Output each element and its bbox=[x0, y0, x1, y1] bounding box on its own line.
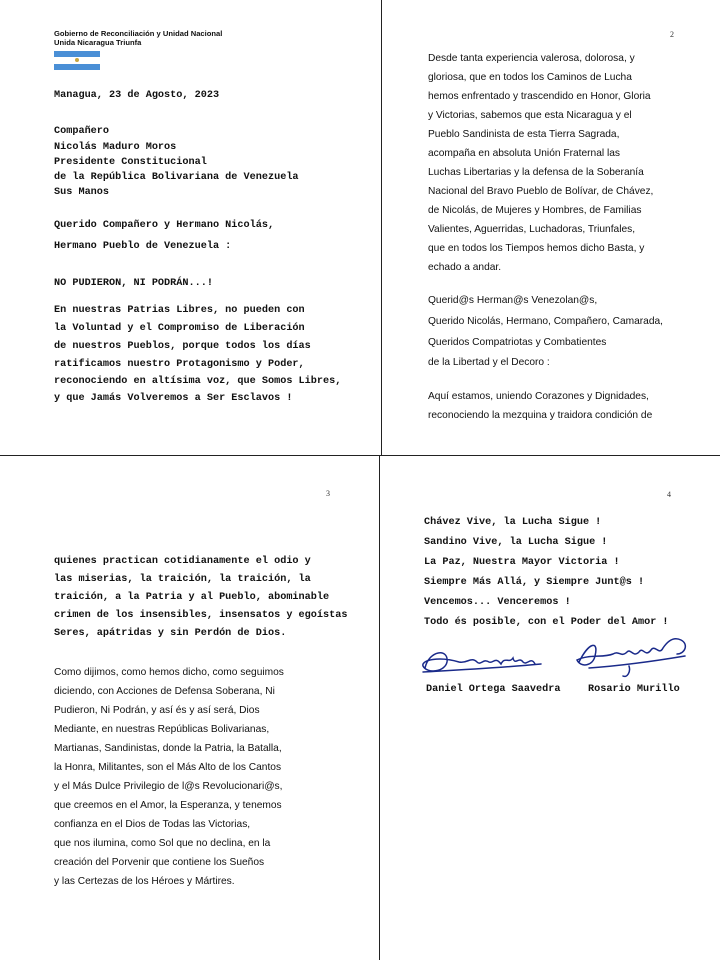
body-line: quienes practican cotidianamente el odio y bbox=[54, 556, 311, 567]
page-number: 3 bbox=[326, 489, 330, 498]
letter-date: Managua, 23 de Agosto, 2023 bbox=[54, 90, 220, 101]
closing-line: La Paz, Nuestra Mayor Victoria ! bbox=[424, 557, 620, 568]
nicaragua-flag-icon bbox=[54, 51, 100, 70]
signatory-name: Rosario Murillo bbox=[588, 684, 680, 695]
signatory-name: Daniel Ortega Saavedra bbox=[426, 684, 561, 695]
headline: NO PUDIERON, NI PODRÁN...! bbox=[54, 278, 213, 289]
header-line-1: Gobierno de Reconciliación y Unidad Nacional bbox=[54, 29, 223, 38]
body-line: confianza en el Dios de Todas las Victorias, bbox=[54, 819, 251, 830]
recipient-line: Sus Manos bbox=[54, 187, 110, 198]
government-header bbox=[54, 29, 222, 47]
body-line: Queridos Compatriotas y Combatientes bbox=[428, 337, 607, 348]
recipient-line: Nicolás Maduro Moros bbox=[54, 142, 177, 153]
signature-rosario-murillo-icon bbox=[569, 632, 699, 682]
closing-line: Todo és posible, con el Poder del Amor ! bbox=[424, 617, 669, 628]
body-line: la Honra, Militantes, son el Más Alto de los Cantos bbox=[54, 762, 282, 773]
body-line: de Nicolás, de Mujeres y Hombres, de Familias bbox=[428, 205, 642, 216]
body-line: las miserias, la traición, la traición, la bbox=[54, 574, 311, 585]
letter-page-1 bbox=[0, 0, 381, 456]
body-line: acompaña en absoluta Unión Fraternal las bbox=[428, 148, 620, 159]
body-line: y Victorias, sabemos que esta Nicaragua y el bbox=[428, 110, 632, 121]
body-line: Querido Nicolás, Hermano, Compañero, Camarada, bbox=[428, 316, 663, 327]
body-line: Aquí estamos, uniendo Corazones y Dignidades, bbox=[428, 391, 649, 402]
body-line: de nuestros Pueblos, porque todos los días bbox=[54, 341, 311, 352]
body-line: Como dijimos, como hemos dicho, como seguimos bbox=[54, 667, 284, 678]
body-line: la Voluntad y el Compromiso de Liberación bbox=[54, 323, 305, 334]
salutation-line: Querido Compañero y Hermano Nicolás, bbox=[54, 220, 275, 231]
body-line: creación del Porvenir que contiene los Sueños bbox=[54, 857, 265, 868]
letter-page-3 bbox=[0, 456, 379, 960]
body-line: de la Libertad y el Decoro : bbox=[428, 357, 550, 368]
body-line: echado a andar. bbox=[428, 262, 502, 273]
body-line: Martianas, Sandinistas, donde la Patria, la Batalla, bbox=[54, 743, 282, 754]
letter-page-4 bbox=[381, 456, 720, 960]
body-line: que en todos los Tiempos hemos dicho Basta, y bbox=[428, 243, 645, 254]
body-line: Pueblo Sandinista de esta Tierra Sagrada, bbox=[428, 129, 620, 140]
body-line: hemos enfrentado y trascendido en Honor, Gloria bbox=[428, 91, 651, 102]
body-line: y el Más Dulce Privilegio de l@s Revolucionari@s, bbox=[54, 781, 283, 792]
body-line: y que Jamás Volveremos a Ser Esclavos ! bbox=[54, 393, 293, 404]
closing-line: Chávez Vive, la Lucha Sigue ! bbox=[424, 517, 602, 528]
salutation-line: Hermano Pueblo de Venezuela : bbox=[54, 241, 232, 252]
closing-line: Vencemos... Venceremos ! bbox=[424, 597, 571, 608]
body-line: ratificamos nuestro Protagonismo y Poder, bbox=[54, 359, 305, 370]
body-line: Querid@s Herman@s Venezolan@s, bbox=[428, 295, 598, 306]
closing-line: Sandino Vive, la Lucha Sigue ! bbox=[424, 537, 608, 548]
body-line: crimen de los insensibles, insensatos y egoístas bbox=[54, 610, 348, 621]
letter-page-2 bbox=[383, 0, 720, 456]
body-line: diciendo, con Acciones de Defensa Soberana, Ni bbox=[54, 686, 275, 697]
body-line: reconociendo la mezquina y traidora condición de bbox=[428, 410, 653, 421]
header-line-2: Unida Nicaragua Triunfa bbox=[54, 38, 142, 47]
body-line: Valientes, Aguerridas, Luchadoras, Triunfales, bbox=[428, 224, 636, 235]
closing-line: Siempre Más Allá, y Siempre Junt@s ! bbox=[424, 577, 645, 588]
page-divider bbox=[379, 456, 380, 960]
body-line: y las Certezas de los Héroes y Mártires. bbox=[54, 876, 235, 887]
signature-daniel-ortega-icon bbox=[419, 642, 559, 682]
recipient-line: Presidente Constitucional bbox=[54, 157, 207, 168]
recipient-line: Compañero bbox=[54, 126, 110, 137]
body-line: que nos ilumina, como Sol que no declina, en la bbox=[54, 838, 271, 849]
body-line: traición, a la Patria y al Pueblo, abominable bbox=[54, 592, 330, 603]
body-line: que creemos en el Amor, la Esperanza, y tenemos bbox=[54, 800, 282, 811]
page-divider bbox=[381, 0, 382, 456]
body-line: gloriosa, que en todos los Caminos de Lucha bbox=[428, 72, 632, 83]
body-line: Nacional del Bravo Pueblo de Bolívar, de Chávez, bbox=[428, 186, 654, 197]
body-line: Desde tanta experiencia valerosa, dolorosa, y bbox=[428, 53, 635, 64]
body-line: En nuestras Patrias Libres, no pueden con bbox=[54, 305, 305, 316]
page-number: 2 bbox=[670, 30, 674, 39]
body-line: Mediante, en nuestras Repúblicas Bolivarianas, bbox=[54, 724, 270, 735]
body-line: Pudieron, Ni Podrán, y así és y así será, Dios bbox=[54, 705, 260, 716]
body-line: Luchas Libertarias y la defensa de la Soberanía bbox=[428, 167, 644, 178]
body-line: Seres, apátridas y sin Perdón de Dios. bbox=[54, 628, 287, 639]
recipient-line: de la República Bolivariana de Venezuela bbox=[54, 172, 299, 183]
page-number: 4 bbox=[667, 490, 671, 499]
body-line: reconociendo en altísima voz, que Somos Libres, bbox=[54, 376, 342, 387]
